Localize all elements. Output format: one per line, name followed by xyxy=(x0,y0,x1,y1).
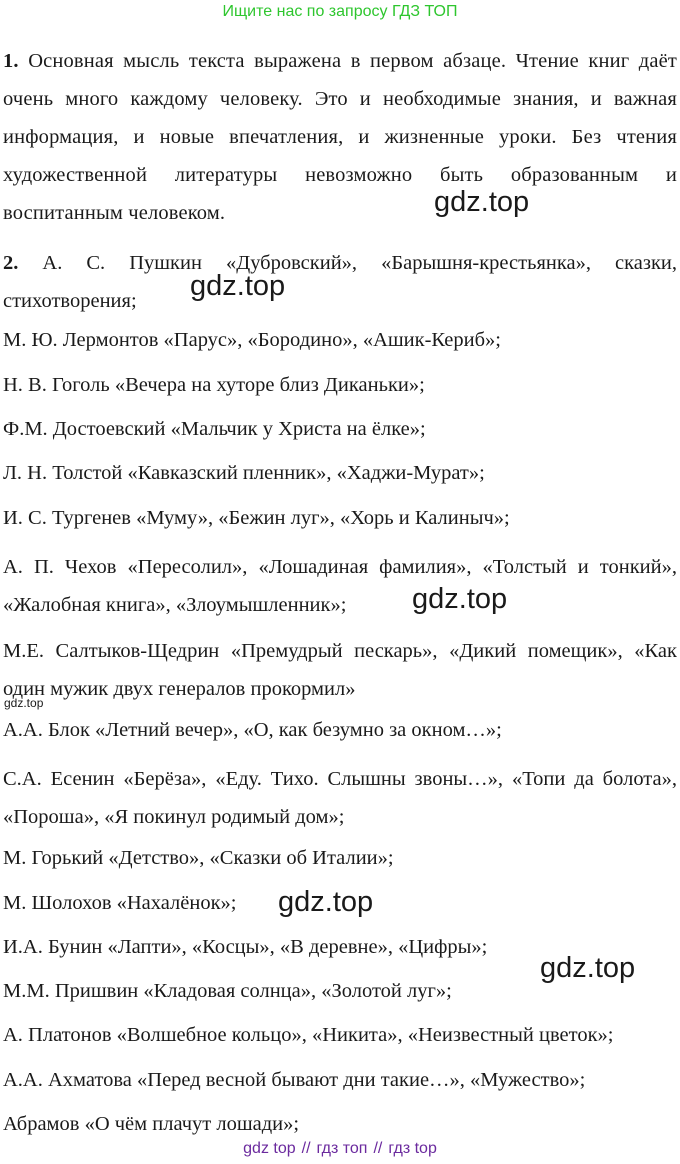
author-entry: С.А. Есенин «Берёза», «Еду. Тихо. Слышны звоны…», «Топи да болота», «Пороша», «Я покинул родимый дом»; xyxy=(3,768,677,828)
author-entry: М.М. Пришвин «Кладовая солнца», «Золотой луг»; xyxy=(3,980,452,1002)
author-entry-block xyxy=(3,844,677,872)
author-entry: Н. В. Гоголь «Вечера на хуторе близ Диканьки»; xyxy=(3,374,425,396)
footer-separator: // xyxy=(301,1140,311,1157)
author-entry: И. С. Тургенев «Муму», «Бежин луг», «Хорь и Калиныч»; xyxy=(3,507,510,529)
author-entry-block xyxy=(3,760,677,836)
watermark-small: gdz.top xyxy=(4,696,44,710)
search-promo-link[interactable]: Ищите нас по запросу ГДЗ ТОП xyxy=(222,3,458,20)
author-entry-block xyxy=(3,632,677,708)
footer-separator: // xyxy=(373,1140,383,1157)
answer-1 xyxy=(3,42,677,232)
footer-link[interactable]: гдз топ xyxy=(316,1140,368,1157)
author-entry-block xyxy=(3,1021,677,1049)
answer-1-text: Основная мысль текста выражена в первом абзаце. Чтение книг даёт очень много каждому человеку. Это и необходимые знания, и важная информация, и новые впечатления, и жизненные уроки. Без чтения художественной литературы невозможно быть образованным и воспитанным человеком. xyxy=(3,50,677,224)
answer-2-first xyxy=(3,244,677,320)
author-entry: А.А. Ахматова «Перед весной бывают дни такие…», «Мужество»; xyxy=(3,1069,586,1091)
author-entry-block xyxy=(3,415,677,443)
author-entry-block xyxy=(3,1110,677,1138)
footer-link[interactable]: гдз top xyxy=(388,1140,437,1157)
author-entry: А. Платонов «Волшебное кольцо», «Никита», «Неизвестный цветок»; xyxy=(3,1024,614,1046)
author-entry: М. Горький «Детство», «Сказки об Италии»; xyxy=(3,847,394,869)
author-entry-block xyxy=(3,548,677,624)
author-entry-block xyxy=(3,326,677,354)
author-entry-block xyxy=(3,371,677,399)
author-entry: Ф.М. Достоевский «Мальчик у Христа на ёлке»; xyxy=(3,418,426,440)
watermark: gdz.top xyxy=(190,270,286,302)
answer-2-first-text: А. С. Пушкин «Дубровский», «Барышня-крестьянка», сказки, стихотворения; xyxy=(3,252,678,312)
author-entry: М.Е. Салтыков-Щедрин «Премудрый пескарь», «Дикий помещик», «Как один мужик двух генералов прокормил» xyxy=(3,640,677,700)
author-entry-block xyxy=(3,716,677,744)
watermark: gdz.top xyxy=(412,583,508,615)
watermark: gdz.top xyxy=(434,186,530,218)
watermark: gdz.top xyxy=(540,952,636,984)
author-entry: А.А. Блок «Летний вечер», «О, как безумно за окном…»; xyxy=(3,719,502,741)
author-entry: М. Ю. Лермонтов «Парус», «Бородино», «Ашик-Кериб»; xyxy=(3,329,502,351)
footer-links xyxy=(0,1140,680,1158)
author-entry: Л. Н. Толстой «Кавказский пленник», «Хаджи-Мурат»; xyxy=(3,462,485,484)
watermark: gdz.top xyxy=(278,886,374,918)
answer-1-number: 1. xyxy=(3,50,19,72)
author-entry: М. Шолохов «Нахалёнок»; xyxy=(3,892,237,914)
author-entry-block xyxy=(3,459,677,487)
author-entry-block xyxy=(3,504,677,532)
footer-link[interactable]: gdz top xyxy=(243,1140,296,1157)
author-entry: И.А. Бунин «Лапти», «Косцы», «В деревне», «Цифры»; xyxy=(3,936,488,958)
document-body xyxy=(3,42,677,320)
author-entry: А. П. Чехов «Пересолил», «Лошадиная фамилия», «Толстый и тонкий», «Жалобная книга», «Злоумышленник»; xyxy=(3,556,677,616)
answer-2-number: 2. xyxy=(3,252,19,274)
author-entry-block xyxy=(3,1066,677,1094)
author-entry: Абрамов «О чём плачут лошади»; xyxy=(3,1113,300,1135)
